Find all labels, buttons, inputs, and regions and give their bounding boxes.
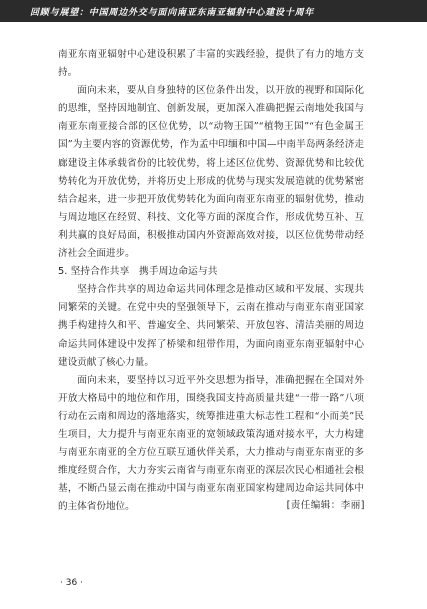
running-header xyxy=(0,0,427,22)
section-heading-5: 5. 坚持合作共享 携手周边命运与共 xyxy=(58,266,218,278)
page-number: · 36 · xyxy=(60,578,83,588)
article-body xyxy=(58,46,364,516)
paragraph-3: 坚持合作共享的周边命运共同体理念是推动区域和平发展、实现共同繁荣的关键。在党中央的坚强领导下，云南在推动与南亚东南亚国家携手构建持久和平、普遍安全、共同繁荣、开放包容、清洁美丽的周边命运共同体建设中发挥了桥梁和纽带作用，为面向南亚东南亚辐射中心建设贡献了核心力量。 xyxy=(58,284,364,368)
running-header-text: 回顾与展望：中国周边外交与面向南亚东南亚辐射中心建设十周年 xyxy=(30,8,315,18)
paragraph-1: 南亚东南亚辐射中心建设积累了丰富的实践经验，提供了有力的地方支持。 xyxy=(58,49,364,79)
paragraph-2: 面向未来，要从自身独特的区位条件出发，以开放的视野和国际化的思维，坚持因地制宜、创新发展，更加深入准确把握云南地处我国与南亚东南亚接合部的区位优势，以“动物王国”“植物王国”“有色金属王国”为主要内容的资源优势，作为孟中印缅和中国—中南半岛两条经济走廊建设主体承载省份的比较优势，将上述区位优势、资源优势和比较优势转化为开放优势，并将历史上形成的优势与现实发展造就的优势紧密结合起来，进一步把开放优势转化为面向南亚东南亚的辐射优势，推动与周边地区在经贸、科技、文化等方面的深度合作，形成优势互补、互利共赢的良好局面，积极推动国内外资源高效对接，以区位优势带动经济社会全面进步。 xyxy=(58,85,364,260)
paragraph-4: 面向未来，要坚持以习近平外交思想为指导，准确把握在全国对外开放大格局中的地位和作用，围绕我国支持高质量共建“一带一路”八项行动在云南和周边的落地落实，统筹推进重大标志性工程和“小而美”民生项目，大力提升与南亚东南亚的宽领域政策沟通对接水平，大力构建与南亚东南亚的全方位互联互通伙伴关系，大力推动与南亚东南亚的多维度经贸合作，大力夯实云南省与南亚东南亚的深层次民心相通社会根基，不断凸显云南在推动中国与南亚东南亚国家构建周边命运共同体中的主体省份地位。 xyxy=(58,374,364,513)
editor-credit: [责任编辑：李丽] xyxy=(286,500,365,511)
